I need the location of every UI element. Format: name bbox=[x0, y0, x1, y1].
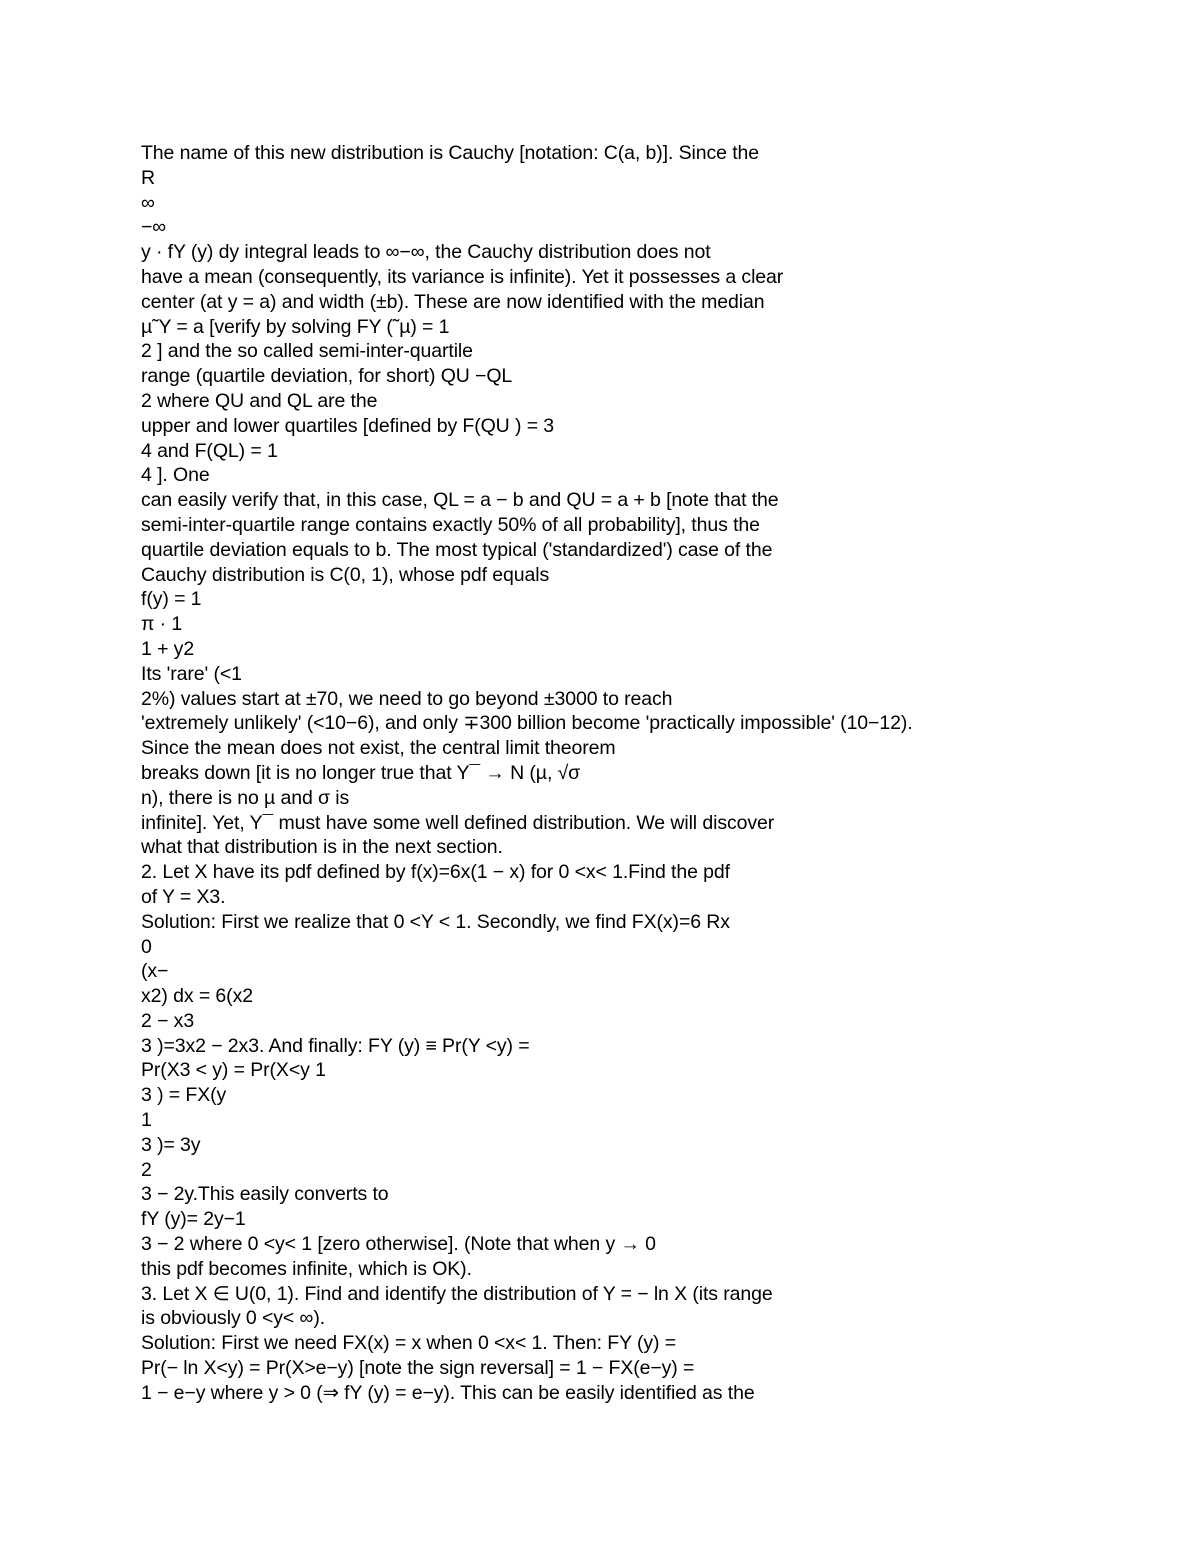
text-line: (x− bbox=[141, 960, 169, 983]
text-line: ∞ bbox=[141, 191, 155, 214]
text-line: 1 + y2 bbox=[141, 637, 195, 660]
text-line: of Y = X3. bbox=[141, 885, 226, 908]
text-line: 3 − 2y.This easily converts to bbox=[141, 1183, 389, 1206]
text-line: Pr(− ln X<y) = Pr(X>e−y) [note the sign reversal] = 1 − FX(e−y) = bbox=[141, 1357, 695, 1380]
text-line: semi-inter-quartile range contains exactly 50% of all probability], thus the bbox=[141, 513, 760, 536]
text-line: breaks down [it is no longer true that Y¯ → N (µ, √σ bbox=[141, 761, 581, 784]
text-line: 2. Let X have its pdf defined by f(x)=6x(1 − x) for 0 <x< 1.Find the pdf bbox=[141, 861, 730, 884]
text-line: 0 bbox=[141, 935, 152, 958]
text-line: can easily verify that, in this case, QL = a − b and QU = a + b [note that the bbox=[141, 489, 779, 512]
text-line: −∞ bbox=[141, 216, 167, 239]
text-line: have a mean (consequently, its variance is infinite). Yet it possesses a clear bbox=[141, 265, 784, 288]
text-line: 1 − e−y where y > 0 (⇒ fY (y) = e−y). This can be easily identified as the bbox=[141, 1381, 755, 1404]
text-line: center (at y = a) and width (±b). These are now identified with the median bbox=[141, 290, 765, 313]
text-line: 3 )=3x2 − 2x3. And finally: FY (y) ≡ Pr(Y <y) = bbox=[141, 1034, 530, 1057]
text-line: is obviously 0 <y< ∞). bbox=[141, 1307, 326, 1330]
text-line: 1 bbox=[141, 1109, 152, 1132]
text-line: Pr(X3 < y) = Pr(X<y 1 bbox=[141, 1059, 326, 1082]
text-line: 3 − 2 where 0 <y< 1 [zero otherwise]. (Note that when y → 0 bbox=[141, 1233, 656, 1256]
text-line: infinite]. Yet, Y¯ must have some well defined distribution. We will discover bbox=[141, 811, 775, 834]
text-line: y · fY (y) dy integral leads to ∞−∞, the Cauchy distribution does not bbox=[141, 241, 711, 264]
text-line: µ˜Y = a [verify by solving FY (˜µ) = 1 bbox=[141, 315, 450, 338]
text-line: 3. Let X ∈ U(0, 1). Find and identify the distribution of Y = − ln X (its range bbox=[141, 1282, 773, 1305]
text-line: what that distribution is in the next section. bbox=[141, 836, 503, 859]
text-line: R bbox=[141, 166, 155, 189]
text-line: The name of this new distribution is Cauchy [notation: C(a, b)]. Since the bbox=[141, 142, 760, 164]
text-line: fY (y)= 2y−1 bbox=[141, 1208, 246, 1231]
text-line: Solution: First we realize that 0 <Y < 1. Secondly, we find FX(x)=6 Rx bbox=[141, 910, 730, 933]
text-line: Solution: First we need FX(x) = x when 0 <x< 1. Then: FY (y) = bbox=[141, 1332, 676, 1355]
text-line: upper and lower quartiles [defined by F(QU ) = 3 bbox=[141, 414, 555, 437]
text-line: 2 ] and the so called semi-inter-quartile bbox=[141, 340, 473, 363]
text-line: quartile deviation equals to b. The most typical ('standardized') case of the bbox=[141, 538, 773, 561]
text-line: x2) dx = 6(x2 bbox=[141, 985, 253, 1008]
text-line: 2%) values start at ±70, we need to go beyond ±3000 to reach bbox=[141, 687, 673, 710]
text-line: 3 ) = FX(y bbox=[141, 1084, 227, 1107]
document-body bbox=[141, 141, 1181, 1406]
text-line: Its 'rare' (<1 bbox=[141, 662, 242, 685]
text-line: π · 1 bbox=[141, 613, 183, 636]
text-line: range (quartile deviation, for short) QU −QL bbox=[141, 365, 513, 388]
text-line: this pdf becomes infinite, which is OK). bbox=[141, 1257, 472, 1280]
text-line: n), there is no µ and σ is bbox=[141, 786, 350, 809]
text-line: 4 and F(QL) = 1 bbox=[141, 439, 278, 462]
text-line: 2 where QU and QL are the bbox=[141, 389, 378, 412]
text-line: 3 )= 3y bbox=[141, 1133, 201, 1156]
text-line: Cauchy distribution is C(0, 1), whose pdf equals bbox=[141, 563, 550, 586]
text-line: 2 bbox=[141, 1158, 152, 1181]
text-line: 'extremely unlikely' (<10−6), and only ∓300 billion become 'practically impossible' (10−12). bbox=[141, 712, 913, 735]
text-line: 2 − x3 bbox=[141, 1009, 195, 1032]
text-line: Since the mean does not exist, the central limit theorem bbox=[141, 737, 616, 760]
text-line: 4 ]. One bbox=[141, 464, 210, 487]
text-line: f(y) = 1 bbox=[141, 588, 202, 611]
